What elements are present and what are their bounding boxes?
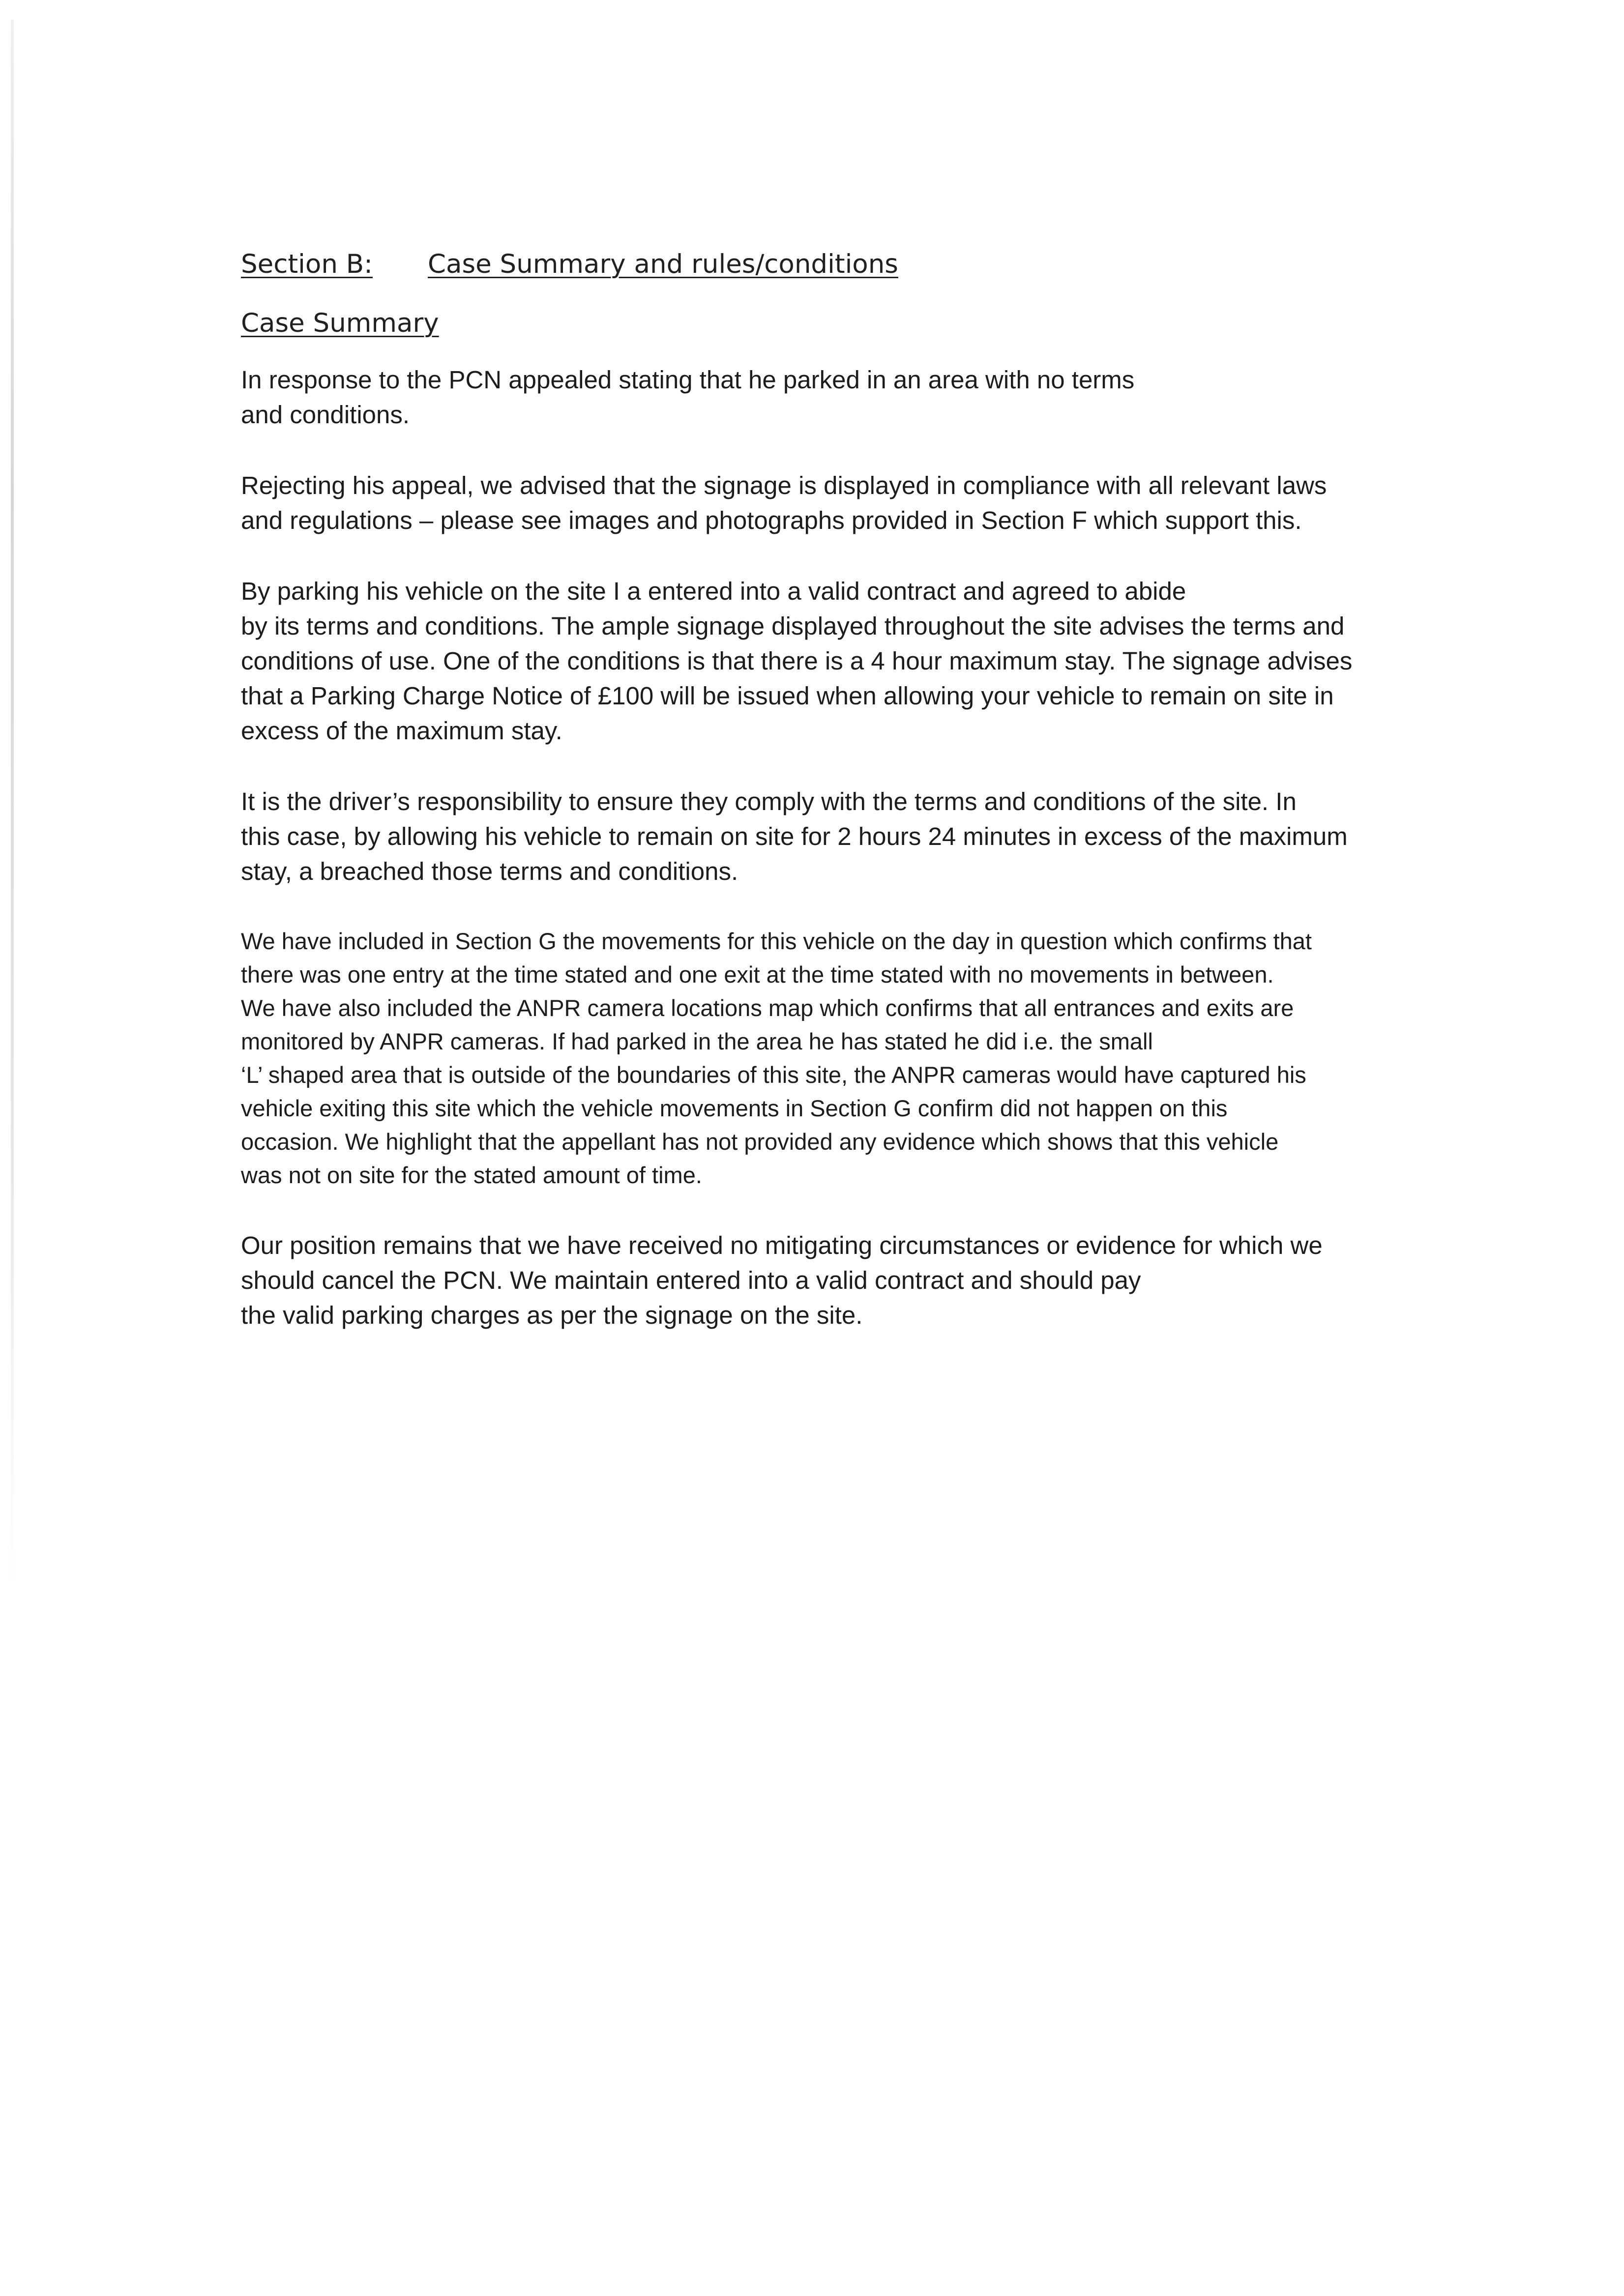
paragraph-rejection: Rejecting his appeal, we advised that the signage is displayed in compliance with all relevant laws and regulations – please see images and photographs provided in Section F which support this. [241, 471, 1327, 534]
scan-edge-shadow [11, 20, 14, 1593]
paragraph-responsibility: It is the driver’s responsibility to ensure they comply with the terms and conditions of the site. In this case, by allowing his vehicle to remain on site for 2 hours 24 minutes in excess of the maximum stay, a breached those terms and conditions. [241, 787, 1348, 885]
case-summary-heading-text: Case Summary [241, 308, 439, 338]
case-summary-heading [241, 307, 1441, 340]
paragraph-movements: We have included in Section G the movements for this vehicle on the day in question which confirms that there was one entry at the time stated and one exit at the time stated with no movements in between. We have also included the ANPR camera locations map which confirms that all entrances and exits are monitored by ANPR cameras. If had parked in the area he has stated he did i.e. the small ‘L’ shaped area that is outside of the boundaries of this site, the ANPR cameras would have captured his vehicle exiting this site which the vehicle movements in Section G confirm did not happen on this occasion. We highlight that the appellant has not provided any evidence which shows that this vehicle was not on site for the stated amount of time. [241, 928, 1312, 1188]
paragraph-appeal: In response to the PCN appealed stating that he parked in an area with no terms and conditions. [241, 366, 1135, 429]
paragraph-position: Our position remains that we have received no mitigating circumstances or evidence for which we should cancel the PCN. We maintain entered into a valid contract and should pay the valid parking charges as per the signage on the site. [241, 1231, 1323, 1329]
section-label: Section B: [241, 249, 373, 279]
section-title: Case Summary and rules/conditions [428, 249, 898, 279]
document-body [241, 248, 1441, 1333]
paragraph-contract: By parking his vehicle on the site I a entered into a valid contract and agreed to abide by its terms and conditions. The ample signage displayed throughout the site advises the terms and conditions of use. One of the conditions is that there is a 4 hour maximum stay. The signage advises that a Parking Charge Notice of £100 will be issued when allowing your vehicle to remain on site in excess of the maximum stay. [241, 577, 1353, 745]
section-heading [241, 248, 1441, 281]
